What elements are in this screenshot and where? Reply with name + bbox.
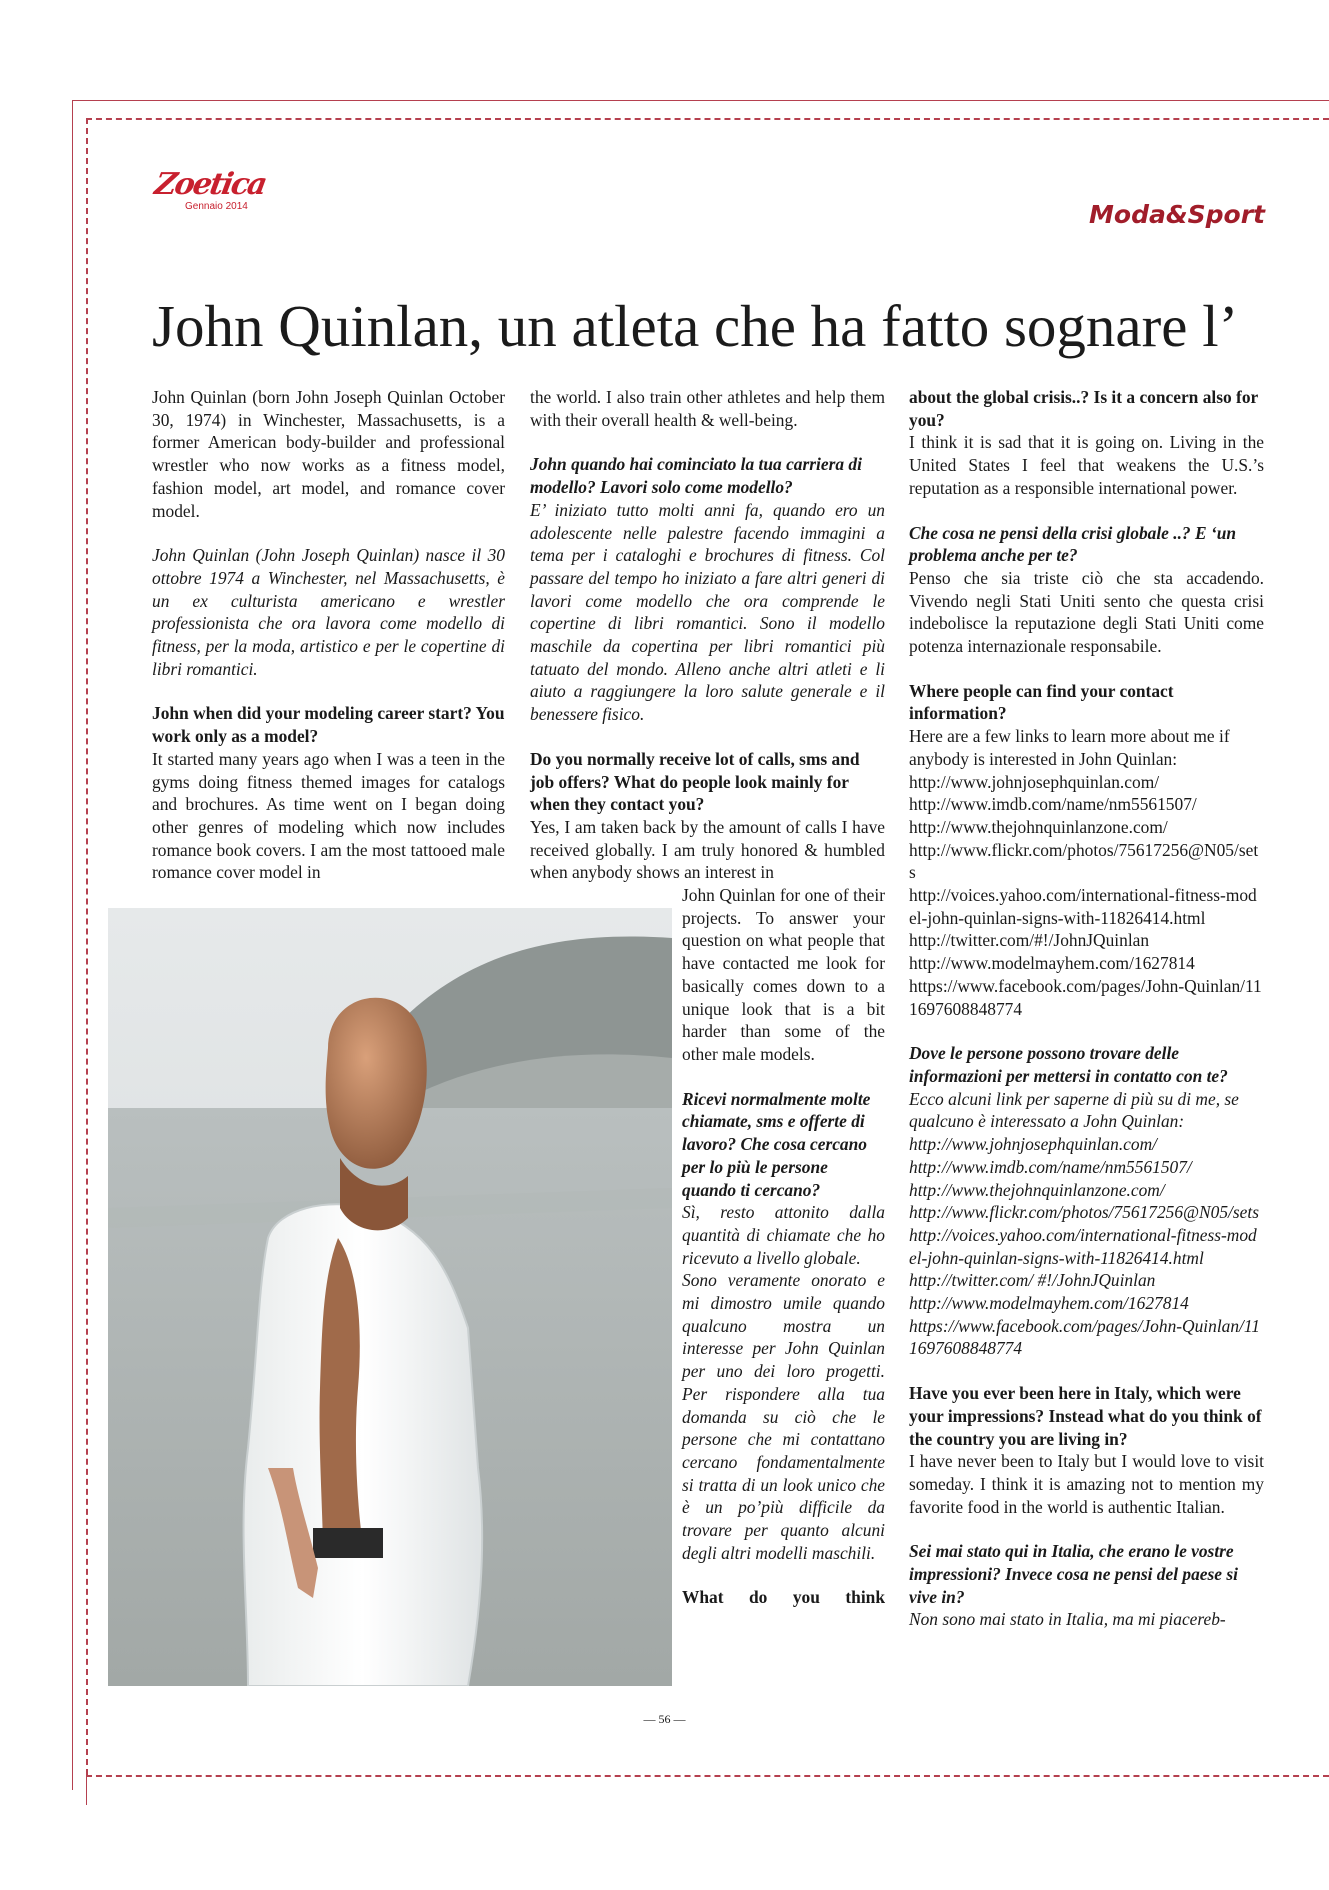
question-2-it: Ricevi normalmente molte chiamate, sms e offerte di lavoro? Che cosa cercano per lo più le persone quando ti cercano? (682, 1088, 871, 1200)
link-it[interactable]: http://twitter.com/ #!/JohnJQuinlan (909, 1270, 1156, 1291)
answer-4-en-intro: Here are a few links to learn more about me if anybody is interested in John Quinlan: (909, 726, 1230, 769)
answer-1-en-cont: the world. I also train other athletes and help them with their overall health & well-being. (530, 387, 885, 430)
intro-it: John Quinlan (John Joseph Quinlan) nasce il 30 ottobre 1974 a Winchester, nel Massachusetts, è un ex culturista americano e wrestler professionista che ora lavora come modello di fitness, per la moda, artistico e per le copertine di libri romantici. (152, 545, 505, 679)
link-en[interactable]: http://twitter.com/#!/JohnJQuinlan (909, 930, 1150, 951)
question-4-it: Dove le persone possono trovare delle informazioni per mettersi in contatto con te? (909, 1043, 1228, 1086)
answer-2-en-a: Yes, I am taken back by the amount of calls I have received globally. I am truly honored & humbled when anybody shows an interest in (530, 816, 885, 883)
bleed-line-left (86, 118, 88, 1775)
answer-1-it: E’ iniziato tutto molti anni fa, quando ero un adolescente nelle palestre facendo immagini a tema per i cataloghi e brochures di fitness. Col passare del tempo ho iniziato a fare altri generi di lavori come modello che ora comprende le copertine di libri romantici. Sono il modello maschile da copertina per libri romantici più tatuato del mondo. Alleno anche altri atleti e li aiuto a raggiungere la loro salute generale e il benessere fisico. (530, 499, 885, 725)
column-3 (909, 386, 1264, 1631)
answer-3-en: I think it is sad that it is going on. Living in the United States I feel that weakens the U.S.’s reputation as a responsible international power. (909, 432, 1264, 498)
link-en[interactable]: http://voices.yahoo.com/international-fitness-model-john-quinlan-signs-with-11826414.html (909, 885, 1257, 928)
link-it[interactable]: http://voices.yahoo.com/international-fitness-model-john-quinlan-signs-with-11826414.html (909, 1224, 1257, 1268)
question-3-en-cont: about the global crisis..? Is it a concern also for you? (909, 387, 1258, 430)
link-en[interactable]: http://www.imdb.com/name/nm5561507/ (909, 794, 1197, 815)
link-it[interactable]: http://www.thejohnquinlanzone.com/ (909, 1179, 1165, 1200)
question-4-en: Where people can find your contact information? (909, 680, 1174, 724)
crop-tick-bottom (86, 1775, 87, 1805)
question-1-en: John when did your modeling career start? You work only as a model? (152, 703, 505, 747)
magazine-logo (152, 167, 269, 212)
logo-text: Zoetica (152, 167, 269, 202)
link-it[interactable]: http://www.modelmayhem.com/1627814 (909, 1293, 1189, 1314)
crop-line-top (72, 100, 1329, 101)
link-en[interactable]: http://www.modelmayhem.com/1627814 (909, 953, 1195, 974)
answer-2-it-a: Sì, resto attonito dalla quantità di chiamate che ho ricevuto a livello globale. (682, 1202, 885, 1268)
section-label: Moda&Sport (1089, 200, 1265, 229)
intro-en: John Quinlan (born John Joseph Quinlan October 30, 1974) in Winchester, Massachusetts, is a former American body-builder and professional wrestler who now works as a fitness model, fashion model, art model, and romance cover model. (152, 387, 505, 521)
link-it[interactable]: https://www.facebook.com/pages/John-Quinlan/111697608848774 (909, 1315, 1260, 1359)
issue-date: Gennaio 2014 (185, 201, 248, 212)
link-en[interactable]: http://www.thejohnquinlanzone.com/ (909, 816, 1168, 837)
link-en[interactable]: https://www.facebook.com/pages/John-Quinlan/111697608848774 (909, 975, 1262, 1019)
link-en[interactable]: http://www.flickr.com/photos/75617256@N05/sets (909, 839, 1259, 883)
question-3-it: Che cosa ne pensi della crisi globale ..? E ‘un problema anche per te? (909, 522, 1237, 566)
question-5-en: Have you ever been here in Italy, which were your impressions? Instead what do you think of the country you are living in? (909, 1383, 1262, 1449)
link-it[interactable]: http://www.johnjosephquinlan.com/ (909, 1134, 1157, 1155)
question-5-it: Sei mai stato qui in Italia, che erano le vostre impressioni? Invece cosa ne pensi del paese si vive in? (909, 1541, 1238, 1607)
column-2 (530, 386, 885, 1609)
page-number: — 56 — (643, 1712, 686, 1726)
link-it[interactable]: http://www.imdb.com/name/nm5561507/ (909, 1156, 1192, 1177)
links-it (909, 1133, 1264, 1360)
answer-2-en-b: John Quinlan for one of their projects. To answer your question on what people that have contacted me look for basically comes down to a unique look that is a bit harder than some of the other male models. (682, 885, 885, 1064)
bleed-line-top (86, 118, 1329, 120)
answer-5-it-start: Non sono mai stato in Italia, ma mi piacereb- (909, 1609, 1226, 1630)
question-1-it: John quando hai cominciato la tua carriera di modello? Lavori solo come modello? (530, 454, 862, 498)
answer-2-it-b: Sono veramente onorato e mi dimostro umile quando qualcuno mostra un interesse per John Quinlan per uno dei loro progetti. Per rispondere alla tua domanda su ciò che le persone che mi contattano cercano fondamentalmente si tratta di un look unico che è un po’più difficile da trovare per quanto alcuni degli altri modelli maschili. (682, 1270, 885, 1563)
answer-1-en: It started many years ago when I was a teen in the gyms doing fitness themed images for catalogs and brochures. As time went on I began doing other genres of modeling which now includes romance book covers. I am the most tattooed male romance cover model in (152, 748, 505, 883)
links-en (909, 771, 1264, 1021)
answer-4-it-intro: Ecco alcuni link per saperne di più su di me, se qualcuno è interessato a John Quinlan: (909, 1088, 1239, 1132)
link-it[interactable]: http://www.flickr.com/photos/75617256@N05/sets (909, 1202, 1259, 1223)
question-3-en-start: What do you think (682, 1587, 885, 1608)
answer-5-en: I have never been to Italy but I would love to visit someday. I think it is amazing not to mention my favorite food in the world is authentic Italian. (909, 1451, 1264, 1517)
bleed-line-bottom (86, 1775, 1329, 1777)
link-en[interactable]: http://www.johnjosephquinlan.com/ (909, 771, 1160, 792)
column-1 (152, 386, 505, 884)
question-2-en: Do you normally receive lot of calls, sms and job offers? What do people look mainly for when they contact you? (530, 748, 860, 815)
answer-3-it: Penso che sia triste ciò che sta accadendo. Vivendo negli Stati Uniti sento che questa crisi indebolisce la reputazione degli Stati Uniti come potenza internazionale responsabile. (909, 567, 1264, 657)
headline: John Quinlan, un atleta che ha fatto sognare l’ (152, 293, 1239, 359)
crop-line-left (72, 100, 73, 1790)
